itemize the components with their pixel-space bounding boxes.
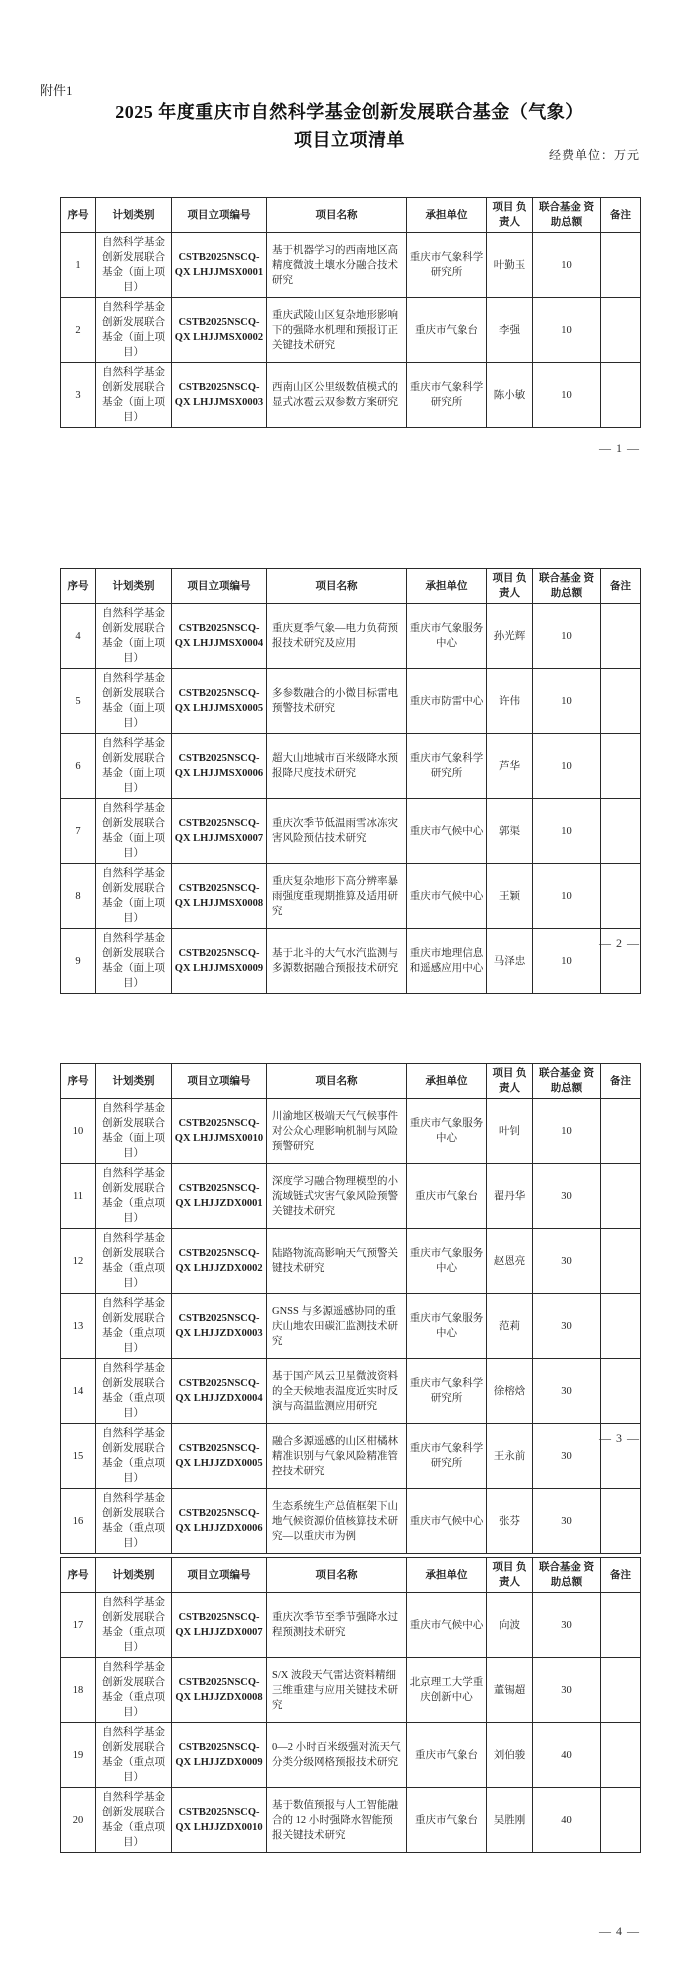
cell-amount: 30	[533, 1229, 601, 1294]
cell-code: CSTB2025NSCQ-QX LHJJMSX0007	[172, 799, 267, 864]
cell-name: 融合多源遥感的山区柑橘林精准识别与气象风险精准管控技术研究	[267, 1424, 407, 1489]
cell-amount: 10	[533, 233, 601, 298]
cell-leader: 翟丹华	[487, 1164, 533, 1229]
table-row	[61, 1359, 641, 1424]
cell-note	[601, 1788, 641, 1853]
cell-code: CSTB2025NSCQ-QX LHJJZDX0004	[172, 1359, 267, 1424]
cell-no: 16	[61, 1489, 96, 1554]
cell-no: 18	[61, 1658, 96, 1723]
column-header: 承担单位	[407, 1064, 487, 1099]
column-header: 项目立项编号	[172, 1064, 267, 1099]
cell-category: 自然科学基金创新发展联合基金（重点项目）	[96, 1164, 172, 1229]
cell-name: 重庆次季节低温雨雪冰冻灾害风险预估技术研究	[267, 799, 407, 864]
column-header: 计划类别	[96, 1558, 172, 1593]
column-header: 项目 负责人	[487, 1558, 533, 1593]
cell-note	[601, 799, 641, 864]
cell-leader: 李强	[487, 298, 533, 363]
cell-amount: 10	[533, 1099, 601, 1164]
title-line-2: 项目立项清单	[294, 130, 405, 150]
cell-org: 重庆市气象服务中心	[407, 1294, 487, 1359]
cell-leader: 董锡超	[487, 1658, 533, 1723]
cell-org: 重庆市气象科学研究所	[407, 233, 487, 298]
cell-category: 自然科学基金创新发展联合基金（重点项目）	[96, 1723, 172, 1788]
column-header: 承担单位	[407, 198, 487, 233]
header-row	[61, 198, 641, 233]
cell-org: 重庆市气候中心	[407, 1593, 487, 1658]
cell-amount: 10	[533, 929, 601, 994]
column-header: 序号	[61, 1558, 96, 1593]
cell-code: CSTB2025NSCQ-QX LHJJMSX0006	[172, 734, 267, 799]
cell-no: 8	[61, 864, 96, 929]
cell-name: 重庆武陵山区复杂地形影响下的强降水机理和预报订正关键技术研究	[267, 298, 407, 363]
cell-no: 3	[61, 363, 96, 428]
cell-note	[601, 363, 641, 428]
cell-leader: 赵恩亮	[487, 1229, 533, 1294]
cell-category: 自然科学基金创新发展联合基金（重点项目）	[96, 1593, 172, 1658]
cell-org: 重庆市气象科学研究所	[407, 363, 487, 428]
cell-no: 19	[61, 1723, 96, 1788]
cell-category: 自然科学基金创新发展联合基金（面上项目）	[96, 363, 172, 428]
table-row	[61, 298, 641, 363]
cell-category: 自然科学基金创新发展联合基金（面上项目）	[96, 1099, 172, 1164]
cell-org: 重庆市气象台	[407, 1788, 487, 1853]
cell-no: 11	[61, 1164, 96, 1229]
cell-org: 重庆市气象台	[407, 1723, 487, 1788]
cell-leader: 叶钊	[487, 1099, 533, 1164]
cell-code: CSTB2025NSCQ-QX LHJJZDX0010	[172, 1788, 267, 1853]
cell-note	[601, 1658, 641, 1723]
cell-name: 川渝地区极端天气气候事件对公众心理影响机制与风险预警研究	[267, 1099, 407, 1164]
cell-no: 4	[61, 604, 96, 669]
cell-org: 重庆市气象科学研究所	[407, 1424, 487, 1489]
cell-name: 基于数值预报与人工智能融合的 12 小时强降水智能预报关键技术研究	[267, 1788, 407, 1853]
column-header: 备注	[601, 198, 641, 233]
cell-note	[601, 1723, 641, 1788]
cell-leader: 范莉	[487, 1294, 533, 1359]
cell-note	[601, 1294, 641, 1359]
cell-no: 20	[61, 1788, 96, 1853]
column-header: 项目立项编号	[172, 198, 267, 233]
cell-category: 自然科学基金创新发展联合基金（面上项目）	[96, 799, 172, 864]
table-row	[61, 1658, 641, 1723]
column-header: 项目 负责人	[487, 569, 533, 604]
column-header: 项目立项编号	[172, 1558, 267, 1593]
cell-code: CSTB2025NSCQ-QX LHJJZDX0002	[172, 1229, 267, 1294]
table-row	[61, 734, 641, 799]
page-number-3: — 3 —	[599, 1431, 640, 1445]
project-table-page-4	[60, 1557, 641, 1853]
table-body	[61, 604, 641, 994]
cell-name: 基于机器学习的西南地区高精度微波土壤水分融合技术研究	[267, 233, 407, 298]
table-header	[61, 1064, 641, 1099]
cell-amount: 10	[533, 864, 601, 929]
cell-amount: 30	[533, 1294, 601, 1359]
cell-amount: 10	[533, 734, 601, 799]
table-body	[61, 1593, 641, 1853]
cell-leader: 许伟	[487, 669, 533, 734]
cell-note	[601, 669, 641, 734]
cell-amount: 30	[533, 1424, 601, 1489]
column-header: 项目 负责人	[487, 198, 533, 233]
cell-note	[601, 1099, 641, 1164]
column-header: 项目 负责人	[487, 1064, 533, 1099]
table-header	[61, 569, 641, 604]
cell-code: CSTB2025NSCQ-QX LHJJZDX0005	[172, 1424, 267, 1489]
cell-no: 1	[61, 233, 96, 298]
table-row	[61, 1788, 641, 1853]
cell-code: CSTB2025NSCQ-QX LHJJZDX0003	[172, 1294, 267, 1359]
cell-leader: 向波	[487, 1593, 533, 1658]
column-header: 联合基金 资助总额	[533, 1558, 601, 1593]
project-table-block-4	[60, 1557, 640, 1853]
column-header: 计划类别	[96, 569, 172, 604]
project-table-block-1	[60, 197, 640, 428]
column-header: 序号	[61, 569, 96, 604]
cell-org: 北京理工大学重庆创新中心	[407, 1658, 487, 1723]
project-table-page-2	[60, 568, 641, 994]
column-header: 序号	[61, 1064, 96, 1099]
cell-code: CSTB2025NSCQ-QX LHJJMSX0010	[172, 1099, 267, 1164]
cell-category: 自然科学基金创新发展联合基金（重点项目）	[96, 1658, 172, 1723]
cell-amount: 30	[533, 1359, 601, 1424]
cell-category: 自然科学基金创新发展联合基金（重点项目）	[96, 1294, 172, 1359]
cell-amount: 10	[533, 298, 601, 363]
cell-org: 重庆市气象科学研究所	[407, 734, 487, 799]
table-row	[61, 1723, 641, 1788]
cell-amount: 10	[533, 604, 601, 669]
cell-name: 基于北斗的大气水汽监测与多源数据融合预报技术研究	[267, 929, 407, 994]
cell-code: CSTB2025NSCQ-QX LHJJZDX0008	[172, 1658, 267, 1723]
cell-name: 重庆复杂地形下高分辨率暴雨强度重现期推算及适用研究	[267, 864, 407, 929]
table-header	[61, 198, 641, 233]
project-table-block-3	[60, 1063, 640, 1554]
column-header: 计划类别	[96, 198, 172, 233]
cell-org: 重庆市气象服务中心	[407, 1099, 487, 1164]
cell-note	[601, 1164, 641, 1229]
column-header: 联合基金 资助总额	[533, 1064, 601, 1099]
table-body	[61, 233, 641, 428]
cell-name: S/X 波段天气雷达资料精细三维重建与应用关键技术研究	[267, 1658, 407, 1723]
table-row	[61, 233, 641, 298]
table-row	[61, 1593, 641, 1658]
cell-note	[601, 734, 641, 799]
cell-no: 17	[61, 1593, 96, 1658]
cell-org: 重庆市气象台	[407, 298, 487, 363]
cell-no: 5	[61, 669, 96, 734]
cell-leader: 王永前	[487, 1424, 533, 1489]
cell-name: 重庆次季节至季节强降水过程预测技术研究	[267, 1593, 407, 1658]
cell-leader: 叶勤玉	[487, 233, 533, 298]
cell-leader: 张芬	[487, 1489, 533, 1554]
column-header: 联合基金 资助总额	[533, 198, 601, 233]
cell-amount: 40	[533, 1788, 601, 1853]
header-row	[61, 1558, 641, 1593]
column-header: 项目立项编号	[172, 569, 267, 604]
column-header: 备注	[601, 1558, 641, 1593]
cell-leader: 陈小敏	[487, 363, 533, 428]
table-row	[61, 1229, 641, 1294]
cell-code: CSTB2025NSCQ-QX LHJJZDX0001	[172, 1164, 267, 1229]
cell-category: 自然科学基金创新发展联合基金（重点项目）	[96, 1229, 172, 1294]
cell-name: GNSS 与多源遥感协同的重庆山地农田碳汇监测技术研究	[267, 1294, 407, 1359]
column-header: 联合基金 资助总额	[533, 569, 601, 604]
cell-org: 重庆市气象服务中心	[407, 1229, 487, 1294]
cell-amount: 30	[533, 1489, 601, 1554]
cell-org: 重庆市气候中心	[407, 864, 487, 929]
cell-category: 自然科学基金创新发展联合基金（面上项目）	[96, 298, 172, 363]
project-table-page-1	[60, 197, 641, 428]
cell-amount: 30	[533, 1658, 601, 1723]
cell-amount: 30	[533, 1164, 601, 1229]
cell-code: CSTB2025NSCQ-QX LHJJMSX0004	[172, 604, 267, 669]
cell-org: 重庆市地理信息和遥感应用中心	[407, 929, 487, 994]
header-row	[61, 1064, 641, 1099]
cell-org: 重庆市气候中心	[407, 799, 487, 864]
cell-code: CSTB2025NSCQ-QX LHJJMSX0008	[172, 864, 267, 929]
cell-category: 自然科学基金创新发展联合基金（重点项目）	[96, 1359, 172, 1424]
cell-category: 自然科学基金创新发展联合基金（面上项目）	[96, 604, 172, 669]
cell-code: CSTB2025NSCQ-QX LHJJMSX0003	[172, 363, 267, 428]
cell-leader: 郭渠	[487, 799, 533, 864]
cell-org: 重庆市气象台	[407, 1164, 487, 1229]
table-row	[61, 669, 641, 734]
column-header: 承担单位	[407, 569, 487, 604]
cell-category: 自然科学基金创新发展联合基金（面上项目）	[96, 864, 172, 929]
page-number-2: — 2 —	[599, 936, 640, 950]
column-header: 序号	[61, 198, 96, 233]
cell-leader: 马泽忠	[487, 929, 533, 994]
cell-name: 生态系统生产总值框架下山地气候资源价值核算技术研究—以重庆市为例	[267, 1489, 407, 1554]
cell-name: 超大山地城市百米级降水预报降尺度技术研究	[267, 734, 407, 799]
cell-leader: 芦华	[487, 734, 533, 799]
cell-note	[601, 864, 641, 929]
unit-note: 经费单位：万元	[548, 148, 640, 162]
table-body	[61, 1099, 641, 1554]
cell-name: 0—2 小时百米级强对流天气分类分级网格预报技术研究	[267, 1723, 407, 1788]
column-header: 项目名称	[267, 1558, 407, 1593]
cell-no: 12	[61, 1229, 96, 1294]
column-header: 承担单位	[407, 1558, 487, 1593]
column-header: 备注	[601, 1064, 641, 1099]
cell-leader: 孙光辉	[487, 604, 533, 669]
table-row	[61, 363, 641, 428]
cell-note	[601, 1229, 641, 1294]
cell-note	[601, 298, 641, 363]
cell-org: 重庆市防雷中心	[407, 669, 487, 734]
cell-no: 10	[61, 1099, 96, 1164]
cell-no: 9	[61, 929, 96, 994]
table-row	[61, 1489, 641, 1554]
cell-category: 自然科学基金创新发展联合基金（重点项目）	[96, 1788, 172, 1853]
cell-amount: 10	[533, 363, 601, 428]
cell-code: CSTB2025NSCQ-QX LHJJZDX0009	[172, 1723, 267, 1788]
page-number-1: — 1 —	[599, 441, 640, 455]
cell-amount: 30	[533, 1593, 601, 1658]
cell-no: 14	[61, 1359, 96, 1424]
table-row	[61, 1424, 641, 1489]
cell-org: 重庆市气象服务中心	[407, 604, 487, 669]
cell-name: 深度学习融合物理模型的小流域链式灾害气象风险预警关键技术研究	[267, 1164, 407, 1229]
cell-code: CSTB2025NSCQ-QX LHJJZDX0007	[172, 1593, 267, 1658]
cell-code: CSTB2025NSCQ-QX LHJJZDX0006	[172, 1489, 267, 1554]
cell-category: 自然科学基金创新发展联合基金（面上项目）	[96, 233, 172, 298]
table-row	[61, 864, 641, 929]
cell-category: 自然科学基金创新发展联合基金（面上项目）	[96, 669, 172, 734]
cell-category: 自然科学基金创新发展联合基金（面上项目）	[96, 929, 172, 994]
cell-note	[601, 604, 641, 669]
cell-category: 自然科学基金创新发展联合基金（重点项目）	[96, 1489, 172, 1554]
cell-category: 自然科学基金创新发展联合基金（面上项目）	[96, 734, 172, 799]
cell-no: 6	[61, 734, 96, 799]
cell-no: 2	[61, 298, 96, 363]
cell-amount: 10	[533, 799, 601, 864]
table-row	[61, 1294, 641, 1359]
cell-leader: 吴胜刚	[487, 1788, 533, 1853]
project-table-page-3	[60, 1063, 641, 1554]
title-line-1: 2025 年度重庆市自然科学基金创新发展联合基金（气象）	[115, 102, 584, 122]
table-row	[61, 929, 641, 994]
cell-name: 多参数融合的小微目标雷电预警技术研究	[267, 669, 407, 734]
cell-name: 西南山区公里级数值模式的显式冰雹云双参数方案研究	[267, 363, 407, 428]
cell-no: 15	[61, 1424, 96, 1489]
cell-amount: 10	[533, 669, 601, 734]
cell-code: CSTB2025NSCQ-QX LHJJMSX0002	[172, 298, 267, 363]
column-header: 项目名称	[267, 198, 407, 233]
page-number-4: — 4 —	[599, 1924, 640, 1938]
cell-no: 7	[61, 799, 96, 864]
cell-leader: 刘伯骏	[487, 1723, 533, 1788]
cell-leader: 徐榕焓	[487, 1359, 533, 1424]
attachment-label: 附件1	[40, 83, 73, 98]
cell-note	[601, 1359, 641, 1424]
cell-leader: 王颖	[487, 864, 533, 929]
column-header: 计划类别	[96, 1064, 172, 1099]
cell-code: CSTB2025NSCQ-QX LHJJMSX0009	[172, 929, 267, 994]
cell-name: 基于国产风云卫星微波资料的全天候地表温度近实时反演与高温监测应用研究	[267, 1359, 407, 1424]
table-header	[61, 1558, 641, 1593]
header-row	[61, 569, 641, 604]
cell-category: 自然科学基金创新发展联合基金（重点项目）	[96, 1424, 172, 1489]
cell-name: 陆路物流高影响天气预警关键技术研究	[267, 1229, 407, 1294]
cell-org: 重庆市气象科学研究所	[407, 1359, 487, 1424]
cell-note	[601, 233, 641, 298]
column-header: 备注	[601, 569, 641, 604]
cell-note	[601, 1489, 641, 1554]
cell-amount: 40	[533, 1723, 601, 1788]
cell-no: 13	[61, 1294, 96, 1359]
cell-name: 重庆夏季气象—电力负荷预报技术研究及应用	[267, 604, 407, 669]
table-row	[61, 799, 641, 864]
column-header: 项目名称	[267, 569, 407, 604]
table-row	[61, 604, 641, 669]
table-row	[61, 1164, 641, 1229]
cell-code: CSTB2025NSCQ-QX LHJJMSX0001	[172, 233, 267, 298]
project-table-block-2	[60, 568, 640, 994]
column-header: 项目名称	[267, 1064, 407, 1099]
cell-note	[601, 1593, 641, 1658]
cell-org: 重庆市气候中心	[407, 1489, 487, 1554]
cell-code: CSTB2025NSCQ-QX LHJJMSX0005	[172, 669, 267, 734]
table-row	[61, 1099, 641, 1164]
